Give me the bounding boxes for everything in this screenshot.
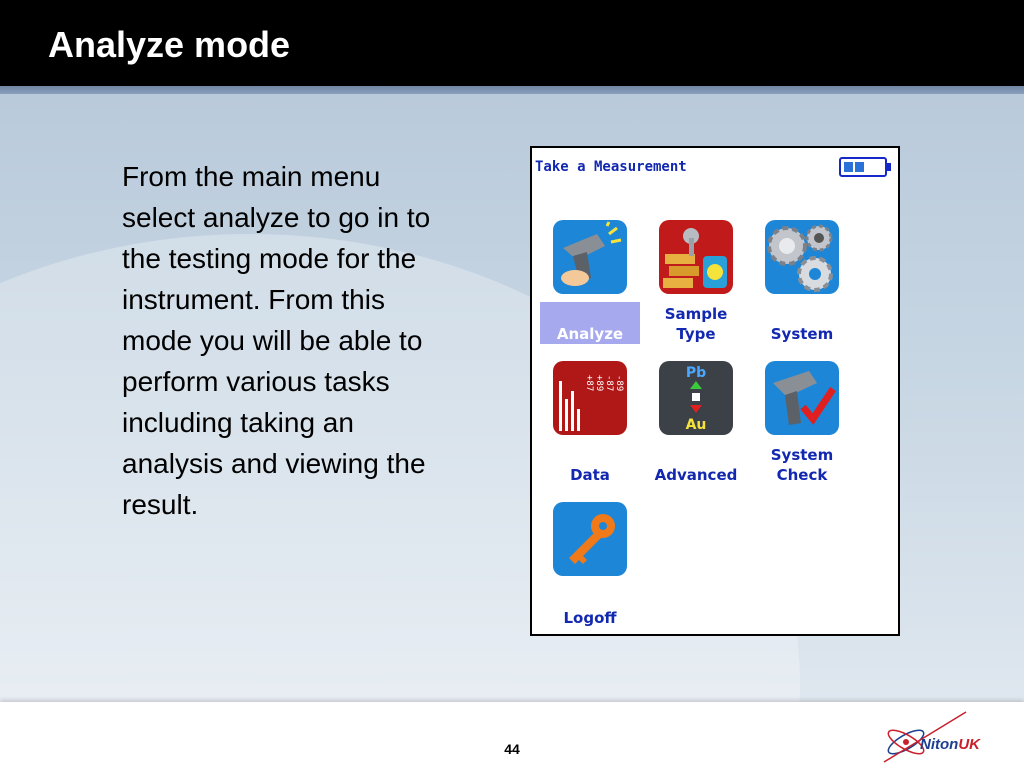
menu-analyze-label: Analyze	[540, 302, 640, 344]
menu-sample-type[interactable]	[646, 220, 746, 360]
system-check-icon	[765, 361, 839, 435]
slide-title: Analyze mode	[48, 24, 291, 65]
data-icon-text-2: +89	[594, 375, 604, 392]
data-icon-text-1: +87	[584, 375, 594, 392]
title-divider	[0, 86, 1024, 94]
menu-advanced-label: Advanced	[654, 466, 738, 484]
menu-system-check[interactable]	[752, 361, 852, 501]
battery-icon	[839, 157, 887, 177]
pb-label: Pb	[685, 365, 707, 381]
menu-data[interactable]	[540, 361, 640, 501]
device-screen	[530, 146, 900, 636]
menu-logoff-label: Logoff	[563, 609, 617, 627]
menu-syscheck-label-1: System	[770, 446, 834, 464]
footer-bar	[0, 702, 1024, 768]
menu-data-label: Data	[570, 466, 610, 484]
gears-icon	[765, 220, 839, 294]
logo-text-uk: UK	[958, 736, 980, 753]
data-icon-text-3: -87	[604, 375, 614, 392]
menu-sample-label-2: Type	[676, 325, 716, 343]
menu-logoff[interactable]	[540, 502, 640, 642]
menu-system-label: System	[770, 325, 834, 343]
pb-au-icon	[659, 361, 733, 435]
data-chart-icon	[553, 361, 627, 435]
menu-system[interactable]	[752, 220, 852, 360]
screen-title: Take a Measurement	[535, 159, 687, 175]
logo-text-niton: Niton	[920, 736, 959, 753]
title-bar	[0, 0, 1024, 86]
analyze-gun-icon	[553, 220, 627, 294]
page-number: 44	[504, 741, 520, 757]
data-icon-text-4: -89	[614, 375, 624, 392]
niton-logo-text	[920, 736, 980, 753]
menu-advanced[interactable]	[646, 361, 746, 501]
key-icon	[553, 502, 627, 576]
menu-sample-label-1: Sample	[664, 305, 728, 323]
menu-syscheck-label-2: Check	[776, 466, 828, 484]
au-label: Au	[685, 417, 707, 433]
menu-analyze[interactable]	[540, 220, 640, 360]
sample-type-icon	[659, 220, 733, 294]
slide-body-text: From the main menu select analyze to go in to the testing mode for the instrument. From this mode you will be able to perform various tasks including taking an analysis and viewing the result.	[122, 161, 431, 520]
